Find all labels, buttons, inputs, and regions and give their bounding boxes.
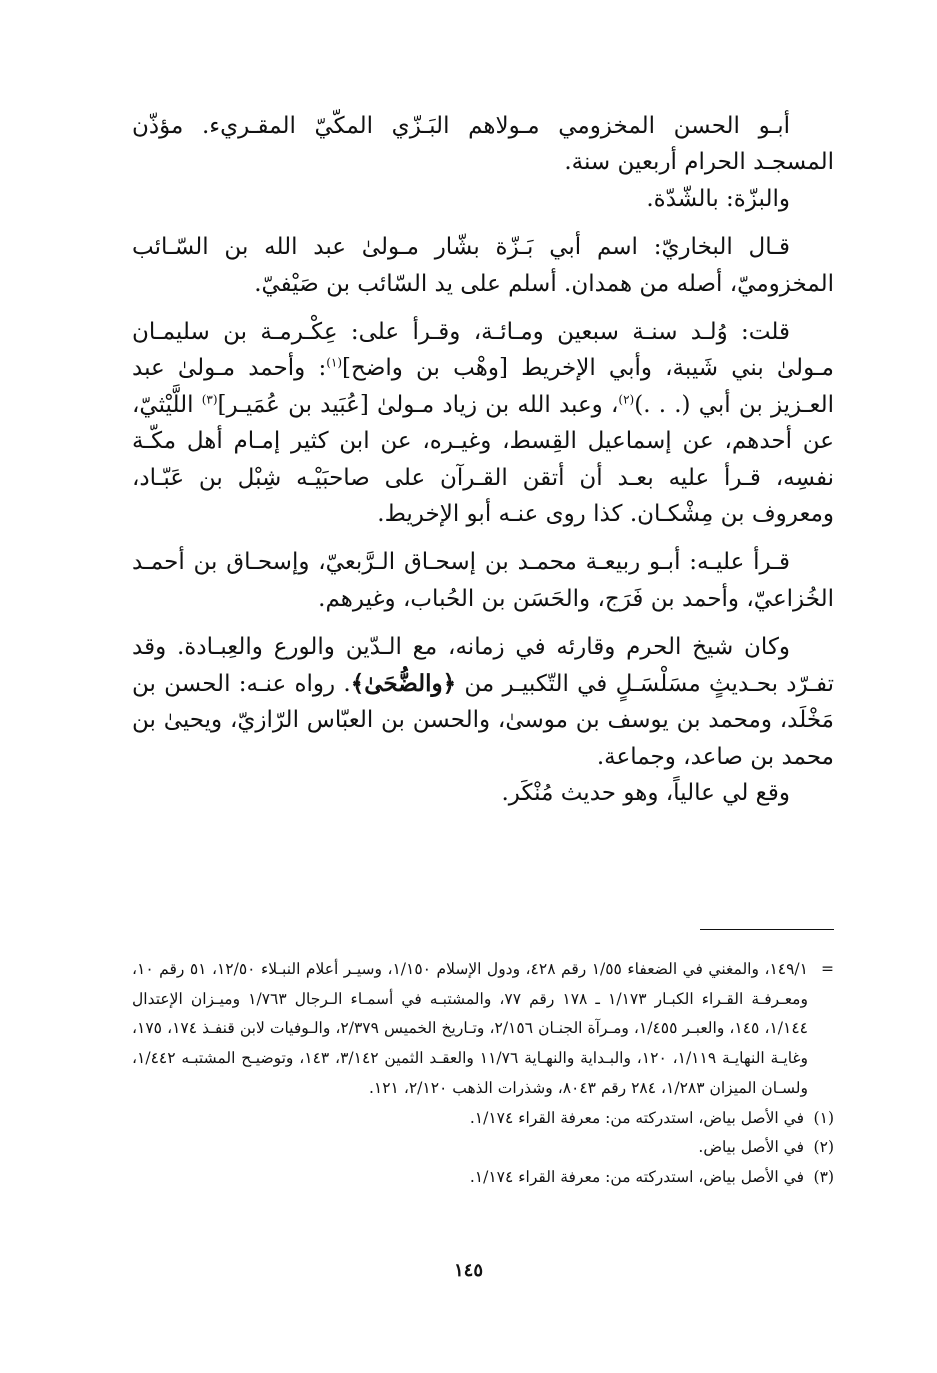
paragraph: أبـو الحسن المخزومي مـولاهم البَـزّي المكّيّ المقـريء. مؤذّن المسجـد الحرام أربعين سنة. — [132, 113, 834, 176]
footnote-text: في الأصل بياض، استدركته من: معرفة القراء ١/١٧٤. — [469, 1108, 804, 1127]
quran-reference: ﴿والضُّحَىٰ﴾ — [350, 669, 457, 697]
footnote — [132, 1104, 834, 1134]
footnote-ref-3: (٣) — [201, 392, 218, 407]
page-number: ١٤٥ — [453, 1260, 483, 1281]
footnote-number: (٣) — [813, 1167, 834, 1186]
main-text — [132, 108, 834, 823]
footnote-separator — [700, 929, 834, 930]
text-run: : وأحمد مـولىٰ عبد العـزيز بن أبي (. . .) — [132, 355, 834, 418]
footnote — [132, 1163, 834, 1193]
paragraph — [132, 314, 834, 532]
paragraph: قـرأ عليـه: أبـو ربيعـة محمـد بن إسحـاق الـرَّبعيّ، وإسحـاق بن أحمـد الخُزاعيّ، وأحمد بن فَرَج، والحَسَن بن الحُباب، وغيرهم. — [132, 549, 834, 612]
footnote-continuation-text: ١٤٩/١، والمغني في الضعفاء ١/٥٥ رقم ٤٢٨، ودول الإسلام ١/١٥٠، وسيـر أعلام النبـلاء ١٢/٥٠، ٥١ رقم ١٠، ومعـرفـة القـراء الكبـار ١/١٧٣ ـ ١٧٨ رقم ٧٧، والمشتبـه في أسمـاء الـرجال ١/٧٦٣ وميـزان الإعتدال ١/١٤٤، ١٤٥، والعبـر ١/٤٥٥، ومـرآة الجنـان ٢/١٥٦، وتـاريخ الخميس ٢/٣٧٩، والـوفيات لابن قنفـذ ١٧٤، ١٧٥، وغايـة النهايـة ١/١١٩، ١٢٠، والبـداية والنهـاية ١١/٧٦ والعقـد الثمين ٣/١٤٢، ١٤٣، وتوضيـح المشتبـه ١/٤٤٢، ولسـان الميزان ١/٢٨٣، ٢٨٤ رقم ٨٠٤٣، وشذرات الذهب ٢/١٢٠، ١٢١. — [132, 960, 809, 1097]
paragraph: وقع لي عالياً، وهو حديث مُنْكَر. — [501, 779, 790, 806]
footnote-number: (١) — [813, 1108, 834, 1127]
footnote-text: في الأصل بياض، استدركته من: معرفة القراء ١/١٧٤. — [469, 1167, 804, 1186]
footnote-number: (٢) — [813, 1138, 834, 1157]
footnote-ref-1: (١) — [326, 355, 343, 370]
footnotes — [132, 955, 834, 1193]
text-run: وكان شيخ الحرم وقارئه في زمانه، مع الـدّين والورع والعِبـادة. وقد تفـرّد بحـديثٍ مسَلْسَـلٍ في التّكبيـر من — [132, 634, 834, 697]
footnote-continuation — [132, 955, 834, 1104]
continuation-marker: = — [821, 960, 834, 978]
paragraph — [132, 629, 834, 775]
text-run: اللَّيْثيّ، عن أحدهم، عن إسماعيل القِسط، وغيـره، عن ابن كثير إمـام أهل مكّـة نفسِه، قـرأ عليه بعـد أن أتقن القـرآن على صاحبَيْـه شِبْل بن عَبّـاد، ومعروف بن مِشْكـان. كذا روى عنـه أبو الإخريط. — [132, 391, 834, 528]
footnote-text: في الأصل بياض. — [698, 1138, 804, 1157]
paragraph: والبزّة: بالشّدّة. — [646, 185, 790, 212]
text-run: . رواه عنـه: الحسن بن مَخْلَد، ومحمد بن يوسف بن موسىٰ، والحسن بن العبّاس الرّازيّ، ويحيىٰ بن محمد بن صاعد، وجماعة. — [132, 670, 834, 770]
paragraph: قـال البخاريّ: اسم أبي بَـزّة بشّار مـولىٰ عبد الله بن السّـائب المخزوميّ، أصله من همدان. أسلم على يد السّائب بن صَيْفيّ. — [132, 234, 834, 297]
footnote-ref-2: (٢) — [618, 392, 635, 407]
text-run: قلت: وُلـد سنـة سبعين ومـائـة، وقـرأ على: عِكْـرمـة بن سليمـان مـولىٰ بني شَيبة، وأبي الإخريط [وهْب بن واضح] — [132, 319, 835, 382]
text-run: ، وعبد الله بن زياد مـولىٰ [عُبَيد بن عُمَيـر] — [217, 391, 619, 418]
footnote — [132, 1133, 834, 1163]
